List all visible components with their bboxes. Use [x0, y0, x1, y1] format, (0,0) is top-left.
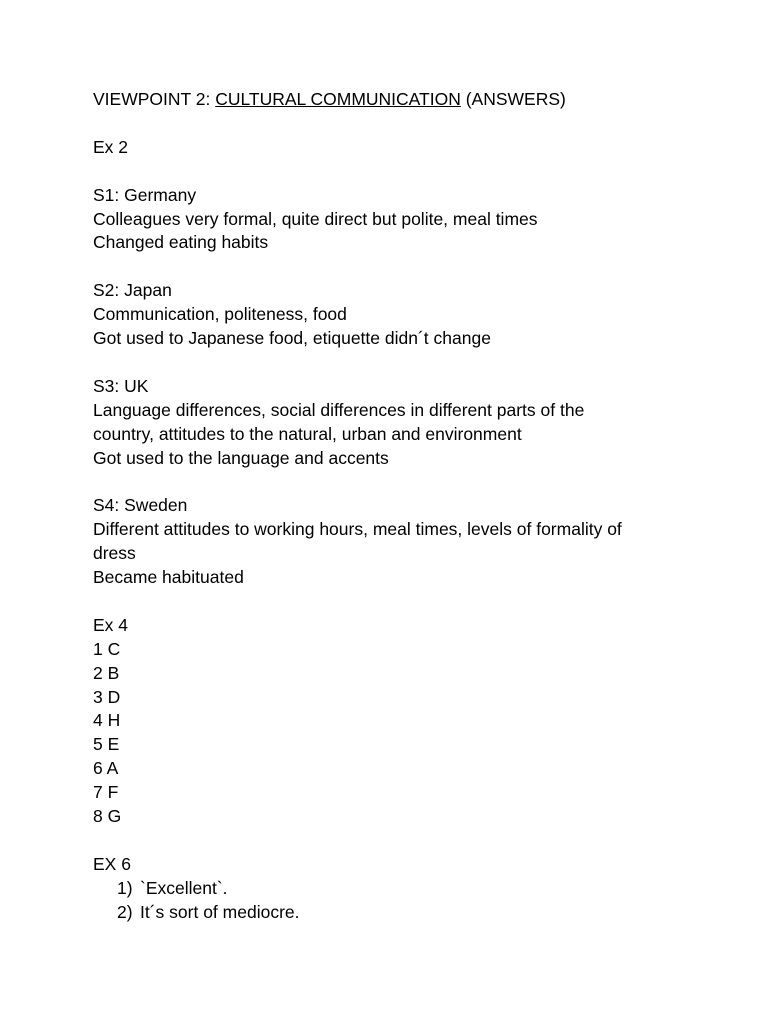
speaker-label: S2: Japan: [93, 280, 172, 301]
list-item-text: `Excellent`.: [140, 877, 228, 898]
speaker-label: S3: UK: [93, 375, 149, 396]
ex4-answer: 5 E: [93, 734, 120, 755]
page-title: [93, 88, 713, 112]
list-item: [93, 901, 713, 925]
ex6-list: [93, 877, 713, 925]
speaker-answer-line: Colleagues very formal, quite direct but polite, meal times: [93, 208, 538, 229]
speaker-answer-line: Got used to Japanese food, etiquette didn´t change: [93, 328, 491, 349]
list-item-text: It´s sort of mediocre.: [140, 901, 300, 922]
ex4-answer: 8 G: [93, 806, 122, 827]
list-item-number: 1): [117, 877, 133, 898]
document-body: [93, 88, 713, 925]
spacer: [93, 112, 713, 136]
title-topic: CULTURAL COMMUNICATION: [215, 89, 461, 109]
spacer: [93, 351, 713, 375]
speaker-answer-line: Different attitudes to working hours, meal times, levels of formality of dress: [93, 519, 622, 564]
spacer: [93, 590, 713, 614]
speaker-label: S1: Germany: [93, 184, 197, 205]
spacer: [93, 255, 713, 279]
list-item: [93, 877, 713, 901]
speaker-answer-line: Got used to the language and accents: [93, 447, 389, 468]
speaker-label: S4: Sweden: [93, 495, 188, 516]
spacer: [93, 829, 713, 853]
title-prefix: VIEWPOINT 2:: [93, 89, 216, 109]
ex6-heading: EX 6: [93, 853, 131, 874]
ex4-heading: Ex 4: [93, 614, 129, 635]
ex4-answer: 6 A: [93, 758, 119, 779]
speaker-answer-line: Communication, politeness, food: [93, 304, 347, 325]
ex4-answer: 2 B: [93, 662, 120, 683]
spacer: [93, 470, 713, 494]
spacer: [93, 160, 713, 184]
ex2-heading: Ex 2: [93, 136, 129, 157]
ex4-answer: 3 D: [93, 686, 121, 707]
ex4-answer: 4 H: [93, 710, 121, 731]
list-item-number: 2): [117, 901, 133, 922]
ex4-answer: 7 F: [93, 782, 119, 803]
title-suffix: (ANSWERS): [460, 89, 566, 109]
ex4-answer: 1 C: [93, 638, 121, 659]
speaker-answer-line: Changed eating habits: [93, 232, 269, 253]
speaker-answer-line: Became habituated: [93, 567, 244, 588]
speaker-answer-line: Language differences, social differences in different parts of the country, attitudes to the natural, urban and environment: [93, 399, 585, 444]
